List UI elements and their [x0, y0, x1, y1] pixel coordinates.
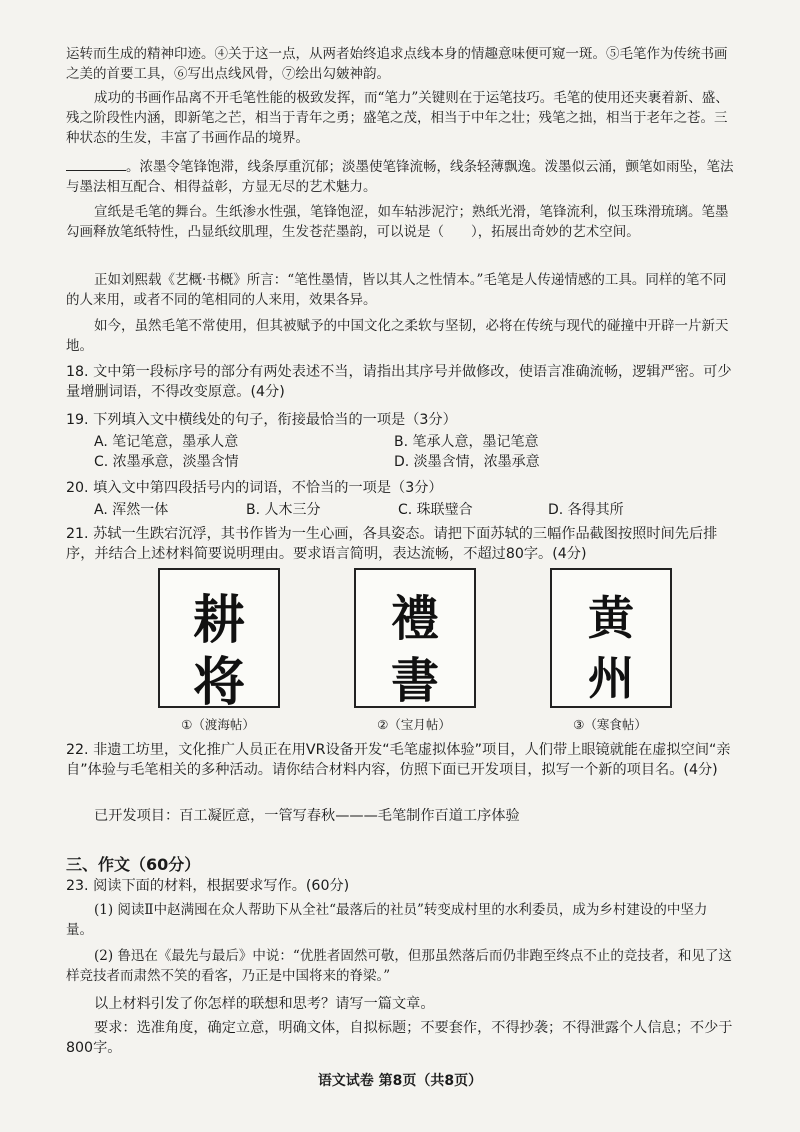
question-21: 21. 苏轼一生跌宕沉浮，其书作皆为一生心画，各具姿态。请把下面苏轼的三幅作品截图按照时间先后排序，并结合上述材料简要说明理由。要求语言简明，表达流畅，不超过80字。(4分)	[66, 526, 718, 562]
question-19-options	[94, 432, 714, 472]
writing-requirement: 要求：选准角度，确定立意，明确文体，自拟标题；不要套作，不得抄袭；不得泄露个人信息；不少于800字。	[66, 1020, 733, 1056]
q20-option-b: B. 人木三分	[246, 502, 321, 518]
question-22: 22. 非遗工坊里，文化推广人员正在用VR设备开发“毛笔虚拟体验”项目，人们带上眼镜就能在虚拟空间“亲自”体验与毛笔相关的多种活动。请你结合材料内容，仿照下面已开发项目，拟写一个新的项目名。(4分)	[66, 742, 731, 778]
q20-option-a: A. 浑然一体	[94, 502, 169, 518]
question-23: 23. 阅读下面的材料，根据要求写作。(60分)	[66, 878, 350, 894]
calligraphy-char: 黄	[588, 591, 634, 645]
calligraphy-image-1	[158, 568, 280, 713]
calligraphy-char: 州	[588, 651, 634, 705]
material-2: (2) 鲁迅在《最先与最后》中说：“优胜者固然可敬，但那虽然落后而仍非跑至终点不止的竞技者，和见了这样竞技者而肃然不笑的看客，乃正是中国将来的脊梁。”	[66, 948, 732, 984]
passage-paragraph-3-text: 。浓墨令笔锋饱滞，线条厚重沉郁；淡墨使笔锋流畅，线条轻薄飘逸。泼墨似云涌，颤笔如雨坠，笔法与墨法相互配合、相得益彰，方显无尽的艺术魅力。	[66, 159, 734, 195]
q19-option-c: C. 浓墨承意，淡墨含情	[94, 454, 239, 470]
q19-option-d: D. 淡墨含情，浓墨承意	[394, 454, 540, 470]
question-19: 19. 下列填入文中横线处的句子，衔接最恰当的一项是（3分）	[66, 412, 457, 428]
section-3-heading: 三、作文（60分）	[66, 855, 201, 874]
passage-paragraph-2: 成功的书画作品离不开毛笔性能的极致发挥，而“笔力”关键则在于运笔技巧。毛笔的使用还夹裹着新、盛、残之阶段性内涵，即新笔之芒，相当于青年之勇；盛笔之茂，相当于中年之壮；残笔之拙，相当于老年之苍。三种状态的生发，丰富了书画作品的境界。	[66, 90, 729, 146]
calligraphy-caption-3: ③（寒食帖）	[573, 717, 647, 732]
passage-paragraph-1: 运转而生成的精神印迹。④关于这一点，从两者始终追求点线本身的情趣意味便可窥一斑。⑤毛笔作为传统书画之美的首要工具，⑥写出点线风骨，⑦绘出勾皴神韵。	[66, 46, 728, 82]
passage-paragraph-5: 正如刘熙载《艺概·书概》所言：“笔性墨情，皆以其人之性情本。”毛笔是人传递情感的工具。同样的笔不同的人来用，或者不同的笔相同的人来用，效果各异。	[66, 272, 727, 308]
q19-option-b: B. 笔承人意，墨记笔意	[394, 434, 539, 450]
q20-option-c: C. 珠联璧合	[398, 502, 473, 518]
passage-paragraph-6: 如今，虽然毛笔不常使用，但其被赋予的中国文化之柔软与坚韧，必将在传统与现代的碰撞中开辟一片新天地。	[66, 318, 729, 354]
page-footer: 语文试卷 第8页（共8页）	[317, 1073, 483, 1089]
question-18: 18. 文中第一段标序号的部分有两处表述不当，请指出其序号并做修改，使语言准确流畅，逻辑严密。可少量增删词语，不得改变原意。(4分)	[66, 364, 732, 400]
calligraphy-char: 耕	[192, 590, 245, 651]
blank-line	[66, 156, 126, 171]
calligraphy-image-2	[354, 568, 476, 708]
q19-option-a: A. 笔记笔意，墨承人意	[94, 434, 239, 450]
calligraphy-caption-1: ①（渡海帖）	[181, 717, 255, 732]
question-20: 20. 填入文中第四段括号内的词语，不恰当的一项是（3分）	[66, 480, 443, 496]
passage-paragraph-3	[66, 156, 734, 197]
calligraphy-caption-2: ②（宝月帖）	[377, 717, 451, 732]
calligraphy-char: 将	[192, 652, 245, 713]
writing-prompt: 以上材料引发了你怎样的联想和思考？请写一篇文章。	[94, 996, 435, 1012]
q20-option-d: D. 各得其所	[548, 502, 624, 518]
calligraphy-image-3	[550, 568, 672, 708]
calligraphy-char: 書	[390, 653, 439, 709]
question-22-example: 已开发项目：百工凝匠意，一管写春秋———毛笔制作百道工序体验	[94, 808, 520, 824]
material-1: (1) 阅读Ⅱ中赵满囤在众人帮助下从全社“最落后的社员”转变成村里的水利委员，成为乡村建设的中坚力量。	[66, 902, 708, 938]
passage-paragraph-4: 宣纸是毛笔的舞台。生纸渗水性强，笔锋饱涩，如车轱涉泥泞；熟纸光滑，笔锋流利，似玉珠滑琉璃。笔墨勾画释放笔纸特性，凸显纸纹肌理，生发苍茫墨韵，可以说是（ ），拓展出奇妙的艺术空间。	[66, 204, 729, 240]
question-20-options	[94, 500, 714, 520]
calligraphy-char: 禮	[390, 591, 439, 647]
